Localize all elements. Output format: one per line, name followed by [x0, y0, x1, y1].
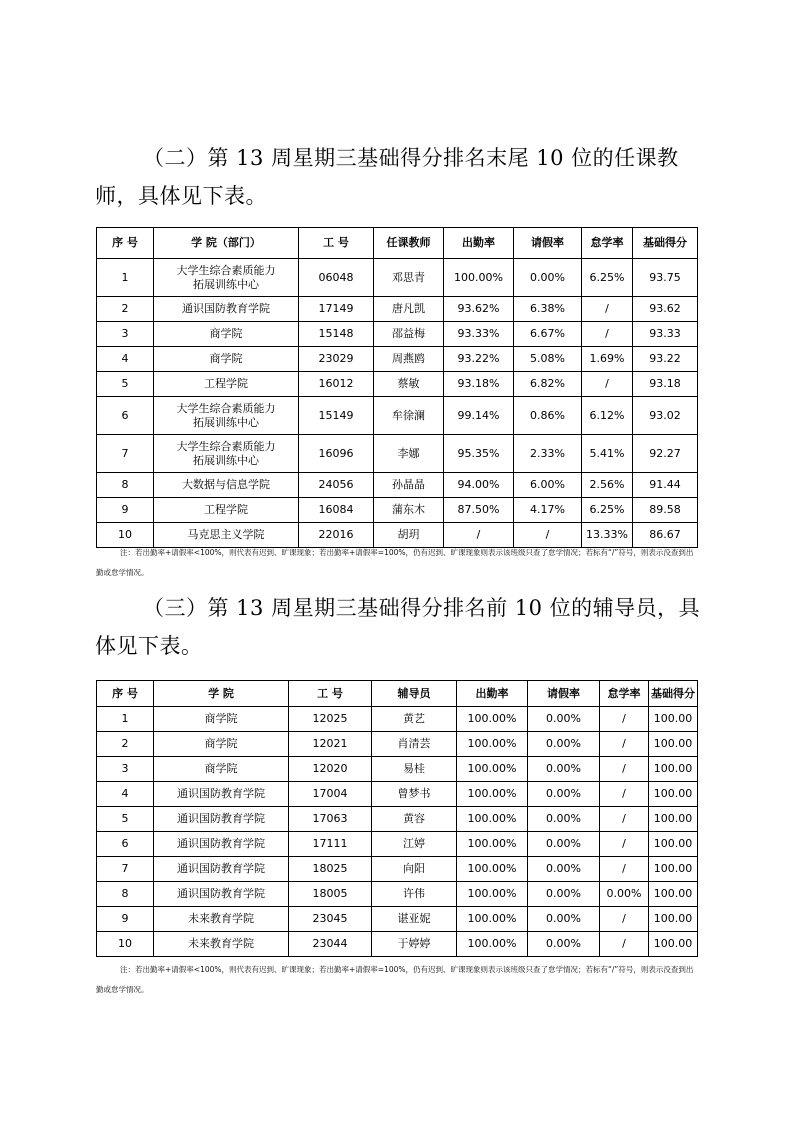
col-id: 12025	[289, 707, 372, 732]
col-index: 2	[97, 297, 154, 322]
col-id: 16012	[299, 372, 374, 397]
col-truancy: /	[600, 782, 649, 807]
header-col-name: 任课教师	[374, 228, 444, 259]
col-name: 邵益梅	[374, 322, 444, 347]
col-name: 许伟	[372, 882, 457, 907]
col-name: 周燕鸥	[374, 347, 444, 372]
col-attendance: 99.14%	[444, 397, 514, 435]
header-col-leave: 请假率	[514, 228, 582, 259]
header-col-college: 学 院（部门）	[154, 228, 299, 259]
col-attendance: 100.00%	[457, 907, 528, 932]
col-truancy: /	[600, 807, 649, 832]
col-id: 15148	[299, 322, 374, 347]
col-college: 工程学院	[154, 372, 299, 397]
col-leave: 0.00%	[528, 932, 600, 957]
col-index: 3	[97, 757, 154, 782]
col-name: 唐凡凯	[374, 297, 444, 322]
col-leave: 0.00%	[528, 757, 600, 782]
col-score: 93.33	[633, 322, 698, 347]
col-score: 86.67	[633, 523, 698, 548]
col-attendance: 100.00%	[457, 807, 528, 832]
section2-heading: （二）第 13 周星期三基础得分排名末尾 10 位的任课教师，具体见下表。	[95, 146, 679, 208]
section2-note: 注：若出勤率+请假率<100%，则代表有迟到、旷课现象；若出勤率+请假率=100%，仍有迟到、旷课现象则表示该班级只查了怠学情况；若标有“/”符号，则表示没查到出勤或怠学情况。	[96, 548, 694, 577]
col-score: 100.00	[649, 782, 698, 807]
col-college: 未来教育学院	[154, 932, 289, 957]
col-truancy: /	[600, 832, 649, 857]
table-row	[97, 297, 698, 322]
col-truancy: 1.69%	[582, 347, 633, 372]
col-truancy: 2.56%	[582, 473, 633, 498]
col-attendance: 95.35%	[444, 435, 514, 473]
col-index: 1	[97, 707, 154, 732]
col-college: 商学院	[154, 322, 299, 347]
col-attendance: 100.00%	[457, 857, 528, 882]
col-truancy: 6.25%	[582, 259, 633, 297]
col-name: 邓思青	[374, 259, 444, 297]
col-college: 商学院	[154, 707, 289, 732]
col-leave: 6.00%	[514, 473, 582, 498]
col-truancy: 5.41%	[582, 435, 633, 473]
col-leave: 0.00%	[528, 807, 600, 832]
col-leave: 0.00%	[528, 857, 600, 882]
table-row	[97, 707, 698, 732]
header-col-college: 学 院	[154, 681, 289, 707]
col-truancy: /	[600, 732, 649, 757]
col-name: 黄容	[372, 807, 457, 832]
col-index: 4	[97, 347, 154, 372]
col-index: 6	[97, 397, 154, 435]
col-college: 大学生综合素质能力 拓展训练中心	[154, 259, 299, 297]
col-college: 大学生综合素质能力 拓展训练中心	[154, 397, 299, 435]
table-row	[97, 473, 698, 498]
col-attendance: 93.33%	[444, 322, 514, 347]
col-leave: 6.82%	[514, 372, 582, 397]
header-col-index: 序 号	[97, 681, 154, 707]
col-score: 93.02	[633, 397, 698, 435]
col-id: 16096	[299, 435, 374, 473]
counselor-ranking-table	[96, 680, 698, 957]
col-leave: 0.00%	[528, 832, 600, 857]
col-score: 100.00	[649, 732, 698, 757]
col-id: 18025	[289, 857, 372, 882]
col-name: 牟徐澜	[374, 397, 444, 435]
teacher-ranking-table	[96, 227, 698, 548]
table-row	[97, 372, 698, 397]
col-index: 4	[97, 782, 154, 807]
col-truancy: /	[582, 372, 633, 397]
col-truancy: /	[582, 297, 633, 322]
col-name: 李娜	[374, 435, 444, 473]
col-attendance: 100.00%	[457, 707, 528, 732]
col-truancy: /	[582, 322, 633, 347]
col-college: 未来教育学院	[154, 907, 289, 932]
col-id: 23044	[289, 932, 372, 957]
table-row	[97, 882, 698, 907]
table-row	[97, 397, 698, 435]
col-index: 6	[97, 832, 154, 857]
col-college: 大数据与信息学院	[154, 473, 299, 498]
col-leave: 0.00%	[528, 782, 600, 807]
col-name: 蔡敏	[374, 372, 444, 397]
col-truancy: 6.25%	[582, 498, 633, 523]
col-score: 93.62	[633, 297, 698, 322]
col-index: 5	[97, 372, 154, 397]
col-id: 12020	[289, 757, 372, 782]
section3-note: 注：若出勤率+请假率<100%，则代表有迟到、旷课现象；若出勤率+请假率=100%，仍有迟到、旷课现象则表示该班级只查了怠学情况；若标有“/”符号，则表示没查到出勤或怠学情况。	[96, 965, 694, 994]
col-index: 2	[97, 732, 154, 757]
col-id: 23029	[299, 347, 374, 372]
col-truancy: 13.33%	[582, 523, 633, 548]
col-attendance: 93.62%	[444, 297, 514, 322]
col-id: 15149	[299, 397, 374, 435]
col-name: 谌亚妮	[372, 907, 457, 932]
table-row	[97, 857, 698, 882]
col-id: 23045	[289, 907, 372, 932]
col-leave: /	[514, 523, 582, 548]
col-index: 1	[97, 259, 154, 297]
col-score: 93.18	[633, 372, 698, 397]
col-truancy: /	[600, 932, 649, 957]
table-header-row	[97, 228, 698, 259]
col-score: 100.00	[649, 832, 698, 857]
header-col-name: 辅导员	[372, 681, 457, 707]
col-id: 17111	[289, 832, 372, 857]
col-leave: 0.00%	[514, 259, 582, 297]
col-score: 100.00	[649, 757, 698, 782]
col-id: 22016	[299, 523, 374, 548]
table-row	[97, 782, 698, 807]
col-attendance: 100.00%	[457, 932, 528, 957]
col-college: 通识国防教育学院	[154, 882, 289, 907]
col-name: 易桂	[372, 757, 457, 782]
section3-heading: （三）第 13 周星期三基础得分排名前 10 位的辅导员，具体见下表。	[95, 596, 701, 658]
col-name: 胡玥	[374, 523, 444, 548]
header-col-attendance: 出勤率	[457, 681, 528, 707]
table-row	[97, 435, 698, 473]
col-score: 89.58	[633, 498, 698, 523]
col-id: 17149	[299, 297, 374, 322]
col-id: 17063	[289, 807, 372, 832]
col-college: 商学院	[154, 347, 299, 372]
col-leave: 2.33%	[514, 435, 582, 473]
header-col-score: 基础得分	[649, 681, 698, 707]
col-id: 17004	[289, 782, 372, 807]
header-col-truancy: 怠学率	[582, 228, 633, 259]
col-college: 工程学院	[154, 498, 299, 523]
col-leave: 4.17%	[514, 498, 582, 523]
col-index: 3	[97, 322, 154, 347]
table-row	[97, 259, 698, 297]
col-id: 18005	[289, 882, 372, 907]
col-truancy: 0.00%	[600, 882, 649, 907]
col-index: 10	[97, 932, 154, 957]
table-row	[97, 832, 698, 857]
col-attendance: 100.00%	[444, 259, 514, 297]
col-college: 商学院	[154, 757, 289, 782]
col-id: 06048	[299, 259, 374, 297]
col-score: 100.00	[649, 857, 698, 882]
col-leave: 0.86%	[514, 397, 582, 435]
col-truancy: /	[600, 857, 649, 882]
col-leave: 0.00%	[528, 707, 600, 732]
table-header-row	[97, 681, 698, 707]
col-leave: 0.00%	[528, 732, 600, 757]
table-row	[97, 932, 698, 957]
col-college: 通识国防教育学院	[154, 857, 289, 882]
col-leave: 5.08%	[514, 347, 582, 372]
col-leave: 0.00%	[528, 907, 600, 932]
col-index: 7	[97, 435, 154, 473]
col-college: 马克思主义学院	[154, 523, 299, 548]
col-name: 孙晶晶	[374, 473, 444, 498]
col-score: 100.00	[649, 707, 698, 732]
col-name: 蒲东木	[374, 498, 444, 523]
col-leave: 6.38%	[514, 297, 582, 322]
col-index: 7	[97, 857, 154, 882]
col-name: 向阳	[372, 857, 457, 882]
col-attendance: 100.00%	[457, 757, 528, 782]
table-row	[97, 498, 698, 523]
table-row	[97, 907, 698, 932]
col-truancy: /	[600, 907, 649, 932]
col-truancy: /	[600, 757, 649, 782]
header-col-score: 基础得分	[633, 228, 698, 259]
header-col-id: 工 号	[289, 681, 372, 707]
col-name: 江婷	[372, 832, 457, 857]
header-col-attendance: 出勤率	[444, 228, 514, 259]
col-name: 曾梦书	[372, 782, 457, 807]
col-attendance: 100.00%	[457, 882, 528, 907]
col-college: 通识国防教育学院	[154, 782, 289, 807]
col-attendance: 100.00%	[457, 782, 528, 807]
col-attendance: 87.50%	[444, 498, 514, 523]
col-attendance: 93.22%	[444, 347, 514, 372]
col-index: 9	[97, 907, 154, 932]
col-score: 100.00	[649, 932, 698, 957]
header-col-index: 序 号	[97, 228, 154, 259]
header-col-truancy: 怠学率	[600, 681, 649, 707]
table-row	[97, 732, 698, 757]
col-name: 于婷婷	[372, 932, 457, 957]
col-score: 93.22	[633, 347, 698, 372]
col-score: 100.00	[649, 907, 698, 932]
col-attendance: /	[444, 523, 514, 548]
col-name: 黄艺	[372, 707, 457, 732]
col-college: 通识国防教育学院	[154, 297, 299, 322]
col-attendance: 100.00%	[457, 832, 528, 857]
col-truancy: 6.12%	[582, 397, 633, 435]
col-index: 5	[97, 807, 154, 832]
col-leave: 0.00%	[528, 882, 600, 907]
col-name: 肖清芸	[372, 732, 457, 757]
col-attendance: 94.00%	[444, 473, 514, 498]
col-index: 9	[97, 498, 154, 523]
table-row	[97, 347, 698, 372]
col-score: 93.75	[633, 259, 698, 297]
col-college: 大学生综合素质能力 拓展训练中心	[154, 435, 299, 473]
col-score: 100.00	[649, 882, 698, 907]
col-college: 通识国防教育学院	[154, 832, 289, 857]
table-row	[97, 807, 698, 832]
col-truancy: /	[600, 707, 649, 732]
table-row	[97, 757, 698, 782]
col-attendance: 100.00%	[457, 732, 528, 757]
col-college: 通识国防教育学院	[154, 807, 289, 832]
col-index: 8	[97, 882, 154, 907]
col-leave: 6.67%	[514, 322, 582, 347]
col-attendance: 93.18%	[444, 372, 514, 397]
col-college: 商学院	[154, 732, 289, 757]
col-id: 12021	[289, 732, 372, 757]
col-index: 8	[97, 473, 154, 498]
col-score: 92.27	[633, 435, 698, 473]
col-score: 100.00	[649, 807, 698, 832]
col-index: 10	[97, 523, 154, 548]
col-score: 91.44	[633, 473, 698, 498]
table-row	[97, 322, 698, 347]
col-id: 24056	[299, 473, 374, 498]
header-col-leave: 请假率	[528, 681, 600, 707]
header-col-id: 工 号	[299, 228, 374, 259]
col-id: 16084	[299, 498, 374, 523]
